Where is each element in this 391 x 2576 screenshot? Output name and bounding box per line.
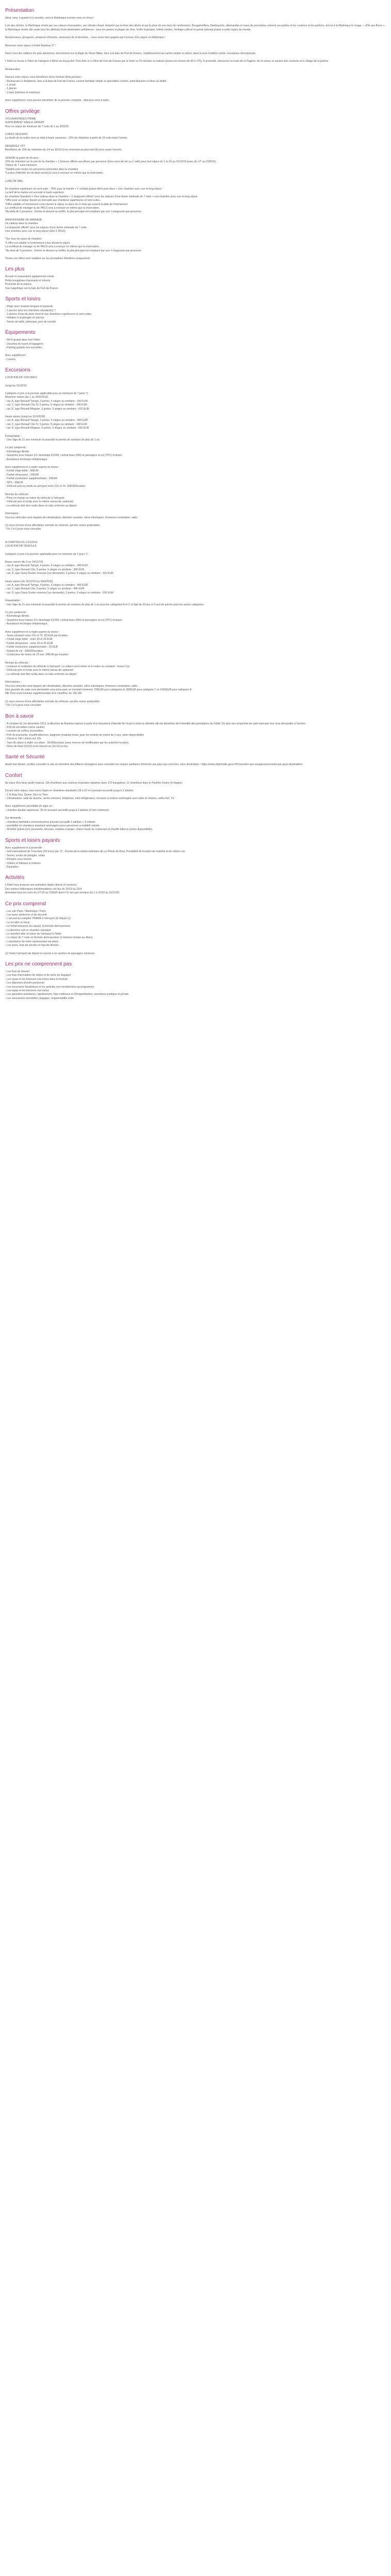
paragraph bbox=[5, 415, 386, 431]
text-line: Forwardable : bbox=[5, 434, 22, 438]
text-line: - Les vols Paris / Martinique / Paris bbox=[5, 909, 46, 913]
paragraph bbox=[5, 681, 386, 696]
paragraph bbox=[5, 970, 386, 1001]
text-line: - Initiation à la plongée en piscine bbox=[5, 316, 44, 320]
paragraph bbox=[5, 354, 386, 362]
paragraph bbox=[5, 541, 386, 549]
text-line: *L'offre est valable si l'événement a lieu durant le séjour bbox=[5, 241, 70, 245]
text-line: - Prêt de serviettes contre caution bbox=[5, 725, 45, 729]
text-line: Petits bungalows charmants et colorés bbox=[5, 279, 51, 282]
text-line: - Plage avec chaises longues et parasols bbox=[5, 305, 53, 309]
text-line: - Forfait conducteur supplémentaire : 25EUR bbox=[5, 477, 58, 481]
text-line: *offre pour un séjour durant un intervalle aux chambres supérieures et vent suites. bbox=[5, 199, 101, 202]
text-line: - Forfait conducteur supplémentaire : 25 EUR bbox=[5, 646, 58, 649]
text-line: *Au-delà de 5 pensions : Entrée et dessert au buffet, le plat principal est remplacé par une ½ langouste par personne. bbox=[5, 249, 142, 252]
text-line: - 46 bébé gratuit avec poussette, berceau, matelas à langer, chaise haute au restaurant et chauffe-biberon (selon disponibilité). bbox=[5, 828, 153, 832]
text-line: * De 3 à 6 jours nous consulter bbox=[5, 528, 41, 531]
text-line: - Retard de vol : 30EUR/location bbox=[5, 649, 43, 653]
text-line: Une chambre avec vue et long séjour (Dès 5 25/10). bbox=[5, 230, 67, 233]
text-line: (1) Selon l'aéroport de départ et soumis à un nombre de passagers minimum. bbox=[5, 952, 95, 955]
text-line: - 2 bars (intérieur et extérieur) bbox=[5, 91, 40, 94]
paragraph bbox=[5, 305, 386, 324]
text-line: - Golf international de Trois-Ilets (18 trous) par 72 : Proche de la station balnéaire de La Pointe du Bout. Possibilité de location de matériel et de voiture car. bbox=[5, 850, 186, 854]
section-title: Activités bbox=[5, 875, 25, 881]
text-line: - Les dépenses d'ordre personnel bbox=[5, 981, 44, 985]
text-line: - chambres familiales communicantes pouvant accueillir 2 adultes + 4 enfants bbox=[5, 820, 95, 824]
text-line: - Livraison et restitution du véhicule à l'aéroport. La voiture est à retirer et à rendre au comptoir : loueur Car bbox=[5, 665, 130, 668]
section-prix-ne-comprend bbox=[5, 961, 386, 1001]
section-sports bbox=[5, 296, 386, 324]
text-line: LOCATION DE VOITURES bbox=[5, 376, 37, 380]
text-line: (1) sous réserve d'une affectation normale du véhicule, qui des routes praticables bbox=[5, 700, 100, 703]
text-line: LONGS SÉJOURS bbox=[5, 132, 28, 136]
text-line: Animation tous les soirs du 1/7/19 au 31/8/20 dont il 1h lors par semaine du 1 à 15/10 au 16/12/20. bbox=[5, 891, 120, 895]
text-line: Le prix comprend : bbox=[5, 446, 27, 450]
text-line: - Le vol aller et retour bbox=[5, 921, 30, 924]
text-line: Avec supplément : bbox=[5, 354, 27, 358]
text-line: Bénéficiez de 15% de réduction du 1/4 au 30/11/19 en réservant au plus tard 60 jours avant l'arrivée. bbox=[5, 148, 122, 152]
text-line: En chambre supérieure ou vent suite :- 25% pour la mariée + 1 cocktail gratuit offert pour deux + Une chambre avec vue et long séjour. bbox=[5, 187, 162, 191]
text-line: - À compter du 1er décembre 2013, la directive de Bambou impose à partir d'un document d'identité de l'écart à toute la clientèle afin de bénéficier de l'intendité des prestations de l'hôtel. De plus une empreinte de carte bancaire leur sera demandée à l'arrivée. bbox=[5, 722, 306, 725]
text-line: *Offre valable si l'événement a lieu durant le séjour ou dans les 6 mois qui suivent la date de l'événement. bbox=[5, 202, 128, 206]
text-line: *Valable pour toutes les personnes présentes dans la chambre bbox=[5, 167, 78, 171]
text-line: (1) sous réserve d'une affectation normale du véhicule, qui des routes praticables bbox=[5, 523, 100, 527]
text-line: - Le transfert aller et retour de l'aéroport à l'hôtel bbox=[5, 932, 61, 936]
section-title: Ce prix comprend bbox=[5, 901, 46, 907]
section-title: Santé et Sécurité bbox=[5, 754, 45, 760]
text-line: - Les assurances annulation, bagages, responsabilité civile bbox=[5, 996, 74, 1000]
text-line: - Check-in 14h / check-out 12h. bbox=[5, 737, 42, 741]
text-line: - cat. A, type Renault Twingo, 3 portes, 5 sièges ou similaire : 400 EUR bbox=[5, 419, 88, 422]
text-line: Remise du véhicule : bbox=[5, 661, 30, 665]
text-line: Information : bbox=[5, 512, 20, 516]
paragraph bbox=[5, 700, 386, 708]
paragraph bbox=[5, 338, 386, 350]
paragraph bbox=[5, 275, 386, 291]
text-line: *Au-delà de 5 pensions : Entrée et dessert au buffet, le plat principal est remplacé par une ½ langouste par personne. bbox=[5, 210, 142, 214]
text-line: LOCATION DE VÉHICULE bbox=[5, 545, 37, 548]
paragraph bbox=[5, 145, 386, 152]
section-spacer bbox=[5, 536, 386, 541]
text-line: - Équitation bbox=[5, 865, 19, 869]
paragraph bbox=[5, 524, 386, 532]
text-line: - Prêt de poussette, chauffe-biberons, baignoire (matelas loués, pour les enfants de moins de 2 ans, selon disponibilité) bbox=[5, 733, 144, 737]
text-line: - cat. C, type Renault Clio IV, 5 portes, 5 sièges ou similaire : 440 EUR bbox=[5, 422, 87, 426]
paragraph bbox=[5, 910, 386, 948]
text-line: - L'accueil au comptoir TRAMA à l'aéroport (le départ (1) bbox=[5, 917, 71, 921]
paragraph bbox=[5, 257, 386, 261]
text-line: - Kilométrage illimité, bbox=[5, 615, 30, 618]
text-line: - cat. E, type Renault Megane, 5 portes, 5 sièges ou similaire : 410 EUR bbox=[5, 407, 89, 411]
text-line: - Conducteur de moins de 23 ans: 30EUR par location bbox=[5, 653, 69, 657]
text-line: - cat. E, type Renault Megane, 5 portes, 5 sièges ou similaire : 500 EUR bbox=[5, 427, 89, 430]
text-line: LUNE DE MIEL bbox=[5, 179, 24, 183]
paragraph bbox=[5, 611, 386, 626]
text-line: - 1 lit King Size, Queen Size ou Twin, bbox=[5, 793, 48, 796]
section-plus bbox=[5, 266, 386, 291]
text-line: Forwardable : bbox=[5, 599, 22, 603]
text-line: Vue magnifique sur la baie de Fort-de-France bbox=[5, 286, 58, 290]
text-line: - Tennis, centre de plongée, voiles bbox=[5, 854, 45, 857]
text-line: Dansez votre séjour, vous bénéficiez d'une formule demi-pension : bbox=[5, 76, 83, 79]
text-line: Durant votre séjour, vous serez logés en chambres standards (18 à 22 m²) pouvant accueillir jusqu'à 3 adultes. bbox=[5, 789, 134, 793]
text-line: - Garanties tous risques (CL dommage ICDW), contrat base (PAI) et passagers et vol (TPC) incluses bbox=[5, 454, 122, 457]
text-line: * De 3 à 6 jours nous consulter bbox=[5, 704, 41, 707]
text-line: - Forfait siège bébé : 30EUR bbox=[5, 469, 39, 473]
paragraph bbox=[5, 24, 386, 32]
paragraph bbox=[5, 782, 386, 785]
text-line: - 1 glacier bbox=[5, 87, 17, 91]
paragraph bbox=[5, 884, 386, 895]
text-line: - cat. C, type Renault Clio, 5 portes, 5 sièges ou similaire : 440 EUR bbox=[5, 587, 85, 591]
text-line: Catégorie et prix si la journée applicable pour un minimum de 7 jours *): bbox=[5, 392, 89, 395]
paragraph bbox=[5, 466, 386, 488]
paragraph bbox=[5, 817, 386, 832]
text-line: NB: Pour toute location supplémentaire d'un chauffeur de 130 UR. bbox=[5, 692, 83, 696]
paragraph bbox=[5, 36, 386, 40]
text-line: SENIOR (à partir de 60 ans) : bbox=[5, 156, 40, 160]
paragraph bbox=[5, 631, 386, 657]
text-line: - Le séjour de 7 nuits en formule demi-pension (1 boisson incluse au dîner) bbox=[5, 936, 93, 940]
text-line: - Dîner de Noël (24/12) et du Nouvel an (31/12) inclus bbox=[5, 745, 68, 748]
paragraph bbox=[5, 157, 386, 176]
text-line: Toutes ces offres sont valables sur les prestations hôtelières uniquement. bbox=[5, 257, 91, 261]
section-excursions bbox=[5, 367, 386, 532]
text-line: Avec supplément et à proximité : bbox=[5, 846, 43, 850]
text-line: - Taxe de séjour à régler sur place : 1EUR/jour/pax (sous réserve de modification par les autorités locales). bbox=[5, 741, 129, 744]
section-title: Les plus bbox=[5, 266, 25, 273]
text-line: - possibilité de chambres standard aménagées pour personnes à mobilité réduite. bbox=[5, 824, 101, 828]
text-line: La langouste offerte* pour les séjours d'une durée minimale de 7 nuits. bbox=[5, 226, 88, 229]
text-line: - Location de coffres accessibles bbox=[5, 730, 43, 733]
text-line: 10% de réduction sur le prix de la chambre + 1 boisson offerte aux dîners par personne (hors verre de vin ou 1 café) pour tout séjour du 1 to 19 au 31/10/19 (avec du 1/7 au 31/8/19). bbox=[5, 160, 217, 163]
text-line: Avec supplément et à régler auprès du loueur : bbox=[5, 630, 60, 634]
paragraph bbox=[5, 188, 386, 214]
section-activites bbox=[5, 874, 386, 895]
paragraph bbox=[5, 846, 386, 869]
text-line: *Sur tous les types de chambre bbox=[5, 238, 42, 241]
paragraph bbox=[5, 435, 386, 443]
text-line: Haute saison (du 15/12/19 au 30/4/2020) bbox=[5, 580, 53, 583]
paragraph bbox=[5, 76, 386, 95]
text-line: La certificat de mariage ou de PACS sera à envoyer en même que la réservation. bbox=[5, 207, 100, 210]
text-line: - Le véhicule doit être rendu dans un état conforme au départ bbox=[5, 504, 77, 507]
text-line: Sur demande : bbox=[5, 817, 23, 820]
text-line: La certificat de mariage ou de PACS sera à envoyer en même que la réservation. bbox=[5, 245, 100, 249]
paragraph bbox=[5, 52, 386, 56]
text-line: Randonneurs, plongeurs, amateurs d'histoire, amoureux de la farniente… vous serez bien gagnés par l'ivresse d'un séjour en Martinique ! bbox=[5, 36, 166, 40]
text-line: - Les frais d'annulation de séjour et de perte de bagages bbox=[5, 974, 71, 977]
paragraph bbox=[5, 376, 386, 380]
text-line: - Forfait réhausseur : 20EUR bbox=[5, 473, 39, 477]
text-line: - Véhicule pris et rendu avec le même niveau de carburant bbox=[5, 500, 73, 504]
paragraph bbox=[5, 580, 386, 596]
section-title: Présentation bbox=[5, 8, 35, 13]
section-title: Excursions bbox=[5, 367, 30, 374]
paragraph bbox=[5, 512, 386, 520]
text-line: - Assistance technique téléphonique. bbox=[5, 622, 48, 626]
text-line: Pour un séjour de minimum de 7 nuits du 1 au 30/9/19. bbox=[5, 125, 70, 128]
text-line: - Kilométrage illimité, bbox=[5, 450, 30, 453]
text-line: En chambre Standard = 1ère cadeau dans la chambre + 1 langouste offerte* pour les séjours d'une durée minimale de 7 nuits + une chambre avec vue et long séjour. bbox=[5, 195, 198, 198]
text-line: *séjour de 7 nuits minimum bbox=[5, 164, 37, 167]
text-line: - Garanties tous risques (CL dommage ICDW), contrat base (PAI) et passagers et vol (TPC) incluses bbox=[5, 618, 122, 622]
text-line: - Prise en charge ou retour du véhicule à l'aéroport bbox=[5, 496, 64, 500]
text-line: Tous les véhicules sont équipés de climatisation, direction assistée, vitres électriques, fermeture centralisée, radio. bbox=[5, 684, 138, 688]
text-line: Au cœur d'un beau jardin tropical, 135 chambres aux couleurs tropicales réparties dans 172 bungalows, 21 chambres dans le Pavillon Cotton (4 étages). bbox=[5, 781, 183, 785]
section-sante bbox=[5, 754, 386, 767]
section-excursions-2 bbox=[5, 536, 386, 708]
text-line: - Véhicule pris et rendu avec le même niveau de carburant bbox=[5, 669, 73, 672]
section-title: Confort bbox=[5, 772, 22, 778]
text-line: - Véhicule pris ou rendu en aéroport entre 21h et 7h: 20EUR/location bbox=[5, 485, 86, 488]
text-line: Proximité de la marina bbox=[5, 283, 31, 286]
text-line: Un cadeau dans la chambre bbox=[5, 222, 38, 226]
text-line: - cat. A, type Renault Twingo, 4 portes, 4 sièges ou similaire : 400 EUR bbox=[5, 584, 88, 587]
section-confort bbox=[5, 772, 386, 832]
paragraph bbox=[5, 44, 386, 48]
text-line: Jusqu'au 31/10/19 bbox=[5, 384, 27, 387]
section-equipements bbox=[5, 329, 386, 362]
paragraph bbox=[5, 599, 386, 607]
text-line: - GPS : 30EUR bbox=[5, 481, 23, 484]
paragraph bbox=[5, 662, 386, 677]
section-bon-savoir bbox=[5, 713, 386, 749]
section-title: Offres privilège bbox=[5, 108, 40, 114]
paragraph bbox=[5, 952, 386, 956]
paragraph bbox=[5, 60, 386, 63]
text-line: Le prix comprend : bbox=[5, 611, 27, 615]
paragraph bbox=[5, 722, 386, 749]
text-line: - Restaurant Le Badiamon, face à la baie de Fort-de-France, cuisine familiale simple et spécialités créoles, petit-déjeuner et dîner au buffet bbox=[5, 79, 167, 83]
text-line: - Parking gratuits non surveillés. bbox=[5, 346, 43, 349]
section-sports-payants bbox=[5, 837, 386, 869]
section-title: Équipements bbox=[5, 330, 36, 336]
text-line: - Voiliers et bateaux à moteurs bbox=[5, 861, 41, 865]
text-line: Remise du véhicule : bbox=[5, 493, 30, 496]
text-line: Haute saison (jusqu'au 31/3/2018) bbox=[5, 415, 45, 418]
paragraph bbox=[5, 133, 386, 141]
section-offres bbox=[5, 108, 386, 261]
paragraph bbox=[5, 16, 386, 20]
section-title: Sports et loisirs payants bbox=[5, 837, 60, 843]
text-line: - cat. D, type Dacia Duster essence (sur demande), 5 portes, 5 sièges ou similaire : 410 EUR bbox=[5, 572, 113, 575]
section-title: Les prix ne comprennent pas bbox=[5, 961, 72, 967]
text-line: *La plus d'identité (ou du deal senior(s)) sera à envoyer en même que la réservation. bbox=[5, 172, 104, 175]
text-line: - Les taxes, frais de service et frais de dossier bbox=[5, 944, 59, 947]
text-line: Catégorie et prix à la journée applicable pour un minimum de 7 jours *): bbox=[5, 552, 88, 556]
text-line: - Les repas et les boissons non inclus bbox=[5, 989, 49, 993]
text-line: ANNIVERSAIRE DE MARIAGE bbox=[5, 218, 42, 222]
paragraph bbox=[5, 117, 386, 129]
paragraph bbox=[5, 392, 386, 411]
text-line: VOS AVANTAGES PRIME bbox=[5, 117, 36, 121]
text-line: - Climatisation, salle de douche, sèche-cheveux, téléphone, mini-réfrigérateur, terrasse ou balcon aménagée avec table et chaises, coffre-fort, TV. bbox=[5, 797, 175, 801]
text-line: Moyenne saison (du 1 au 30/4/2018) bbox=[5, 396, 48, 399]
text-line: Réservez votre séjour à l'hôtel Bambou 2* ! bbox=[5, 44, 56, 47]
text-line: - chambre double supérieure, 25 m² pouvant accueillir jusqu'à 2 adultes (4 non minimum). bbox=[5, 808, 110, 812]
paragraph bbox=[5, 763, 386, 767]
text-line: Une garantie de carte sera demandée sera prise pour un montant minimum 700EUR pour catégories A, 800EUR pour catégorie C et 1000EUR pour catégorie D. bbox=[5, 688, 192, 691]
text-line: Accueil et restauration typiquement créole bbox=[5, 275, 54, 279]
section-title: Sports et loisirs bbox=[5, 296, 41, 302]
paragraph bbox=[5, 238, 386, 253]
paragraph bbox=[5, 561, 386, 576]
text-line: - cat. C, type Renault Clio, 5 portes, 5 sièges ou similaire : 300 EUR bbox=[5, 568, 85, 571]
paragraph bbox=[5, 553, 386, 556]
text-line: - Forfait réhausseur : entre 20 et 25 EUR bbox=[5, 641, 53, 645]
text-line: Avec supplément et à régler auprès du loueur : bbox=[5, 466, 60, 469]
text-line: - Le forfait boissons (ou repas), la formule demi-pension bbox=[5, 925, 71, 928]
paragraph bbox=[5, 805, 386, 812]
text-line: - Dès l'âge de 21 ans minimum et possède le permis de conduire de plus de 1 an. bbox=[5, 438, 101, 442]
text-line: - Les excursions facultatives et les activités non mentionnées au programme bbox=[5, 985, 94, 989]
text-line: Avec supplément, possibilité de loger en : bbox=[5, 805, 54, 808]
text-line: Dans l'une des stations les plus attractives, directement sur la plage de l'Anse Mitan, face à la baie de Fort-de-France, l'établissement au cachet simple et coloré, dans le pure tradition créole, écoutaisse décontractée. bbox=[5, 52, 256, 56]
text-line: - Les taxes aériennes et de sécurité bbox=[5, 913, 47, 917]
text-line: - Les repas et les boissons non inclus dans la formule bbox=[5, 977, 68, 981]
section-presentation bbox=[5, 7, 386, 103]
text-line: - cat. A, type Renault Twingo, 4 portes, 4 sièges ou similaire : 240 EUR bbox=[5, 564, 88, 568]
text-line: - 1 piscine d'eau de pluie réservé aux chambres supérieures et vent suites bbox=[5, 312, 92, 316]
text-line: L'hôtel se trouve à 20km de l'aéroport à 40mn du bourg des Trois-Ilets et à 10km de Fort-de-France par la route ou 20 minutes en bateau (toutes les heures de 6h à 17h). À proximité, découvrez la route de la Pagerie, de la canne, la savane des esclaves et le village de la poterie. bbox=[5, 60, 329, 63]
paragraph bbox=[5, 789, 386, 801]
text-line: - Forfait siège bébé : entre 30 et 35 EUR bbox=[5, 638, 53, 641]
text-line: - Tennis de table, pétanque, jeux de société bbox=[5, 320, 56, 324]
paragraph bbox=[5, 446, 386, 462]
text-line: Avant tout départ, veuillez consulter le site du ministère des Affaires étrangères pour connaître les risques sanitaires inhérents aux pays qui concerne, voire destination : https://www.diplomatie.gouv.fr/fr/conseils-aux-voyageurs/conseils-par-pays-destination/ bbox=[5, 763, 303, 767]
text-line: Loin des clichés, la Martinique révèle par ses valeurs incessantes, ses climats chaud, tempéré par la brise des alizés et par la pluie de ses mois de randonnées. Bougainvilliers, flamboyants, allamandas et roses de porcelaine colorent ses jardins et les couleurs et les parfums, tel est à la Martinique le rivage — d'île aux fleurs », la Martinique révèle elle seule tous les attributs d'une destination ambitieuse : sous les gestes et plages de rêve, forêts tropicales, hôtels créoles, héritage culturel et passé colonial propre à cette région du monde. bbox=[5, 24, 385, 31]
text-line: - cat. C, type Renault Clio IV, 5 portes, 5 sièges ou similaire : 340 EUR bbox=[5, 403, 87, 407]
text-line: Avec supplément, vous pouvez bénéficier de la pension complète : déjeuner servi à table. bbox=[5, 99, 110, 103]
paragraph bbox=[5, 218, 386, 234]
paragraph bbox=[5, 384, 386, 388]
paragraph bbox=[5, 99, 386, 103]
text-line: - Wi-Fi gratuit dans tout l'hôtel bbox=[5, 338, 40, 342]
text-line: A COMPTER DU 1/11/2019 bbox=[5, 540, 38, 544]
text-line: Restauration bbox=[5, 67, 20, 71]
text-line: - L'assistance de notre représentant sur place bbox=[5, 940, 59, 943]
text-line: La tarif de la mariée est accordé à hauts supérieur. bbox=[5, 191, 64, 195]
text-line: - La dernière nuit en chambre standard bbox=[5, 928, 51, 932]
text-line: - Les garanties assistance, rapatriement, frais médicaux et d'hospitalisation, assistance juridique et pénale bbox=[5, 993, 129, 996]
text-line: - Douches de travel et bagagerie bbox=[5, 342, 43, 346]
section-title: Bon à savoir bbox=[5, 713, 34, 719]
text-line: - cat. A, type Renault Twingo, 3 portes, 5 sièges ou similaire : 330 EUR bbox=[5, 399, 88, 403]
text-line: RÉSERVEZ TÔT bbox=[5, 144, 25, 148]
paragraph bbox=[5, 493, 386, 509]
text-line: SUPPLÉMENT SINGLE OFFERT bbox=[5, 121, 45, 125]
text-line: - 1 piscine pour les chambres standard(s) 7 bbox=[5, 309, 56, 312]
text-line: - Dès l'âge de 21 ans minimum et possède le permis de conduire de plus de 1 an pour les catégories A et C et âgé de 23 ans et 3 ans de permis pour les autres catégories bbox=[5, 603, 204, 606]
section-prix-comprend bbox=[5, 901, 386, 956]
text-line: - Taxes aéroport entre 21h et 7h: 25 EUR par location bbox=[5, 634, 68, 638]
paragraph bbox=[5, 180, 386, 183]
text-line: - Assistance technique téléphonique. bbox=[5, 457, 48, 461]
text-line: - cat. D, type Dacia Duster essence (sur demande), 5 portes, 5 sièges ou similaire : 650 EUR bbox=[5, 591, 113, 595]
text-line: - Laverie. bbox=[5, 358, 17, 361]
text-line: L'hôtel vous propose une animation légère diurne et nocturne. bbox=[5, 884, 77, 887]
text-line: - Le véhicule doit être rendu dans un état conforme au départ bbox=[5, 672, 77, 676]
paragraph bbox=[5, 68, 386, 72]
text-line: - 1 snack bbox=[5, 83, 16, 87]
text-line: Tous les véhicules sont équipés de climatisation, direction assistée, vitres électriques, fermeture centralisée, radio. bbox=[5, 516, 138, 519]
text-line: Des soirées folkloriques hebdomadaires ont lieu du 15/12 au 15/4. bbox=[5, 887, 83, 891]
text-line: Informations : bbox=[5, 681, 21, 684]
text-line: - Les frais de dossier bbox=[5, 970, 30, 973]
text-line: Basse saison (du 9 au 14/12/19) bbox=[5, 560, 43, 564]
text-line: La durée de la nuitée sera un total à hauts vacances : 10% de réduction à partir de 15 nuits toute l'année. bbox=[5, 137, 128, 140]
text-line: - Plongée sous-marine bbox=[5, 858, 32, 861]
text-line: Idéal, sexy, à quand et à raconter, voici la Martinique comme vous en rêvez ! bbox=[5, 16, 94, 20]
